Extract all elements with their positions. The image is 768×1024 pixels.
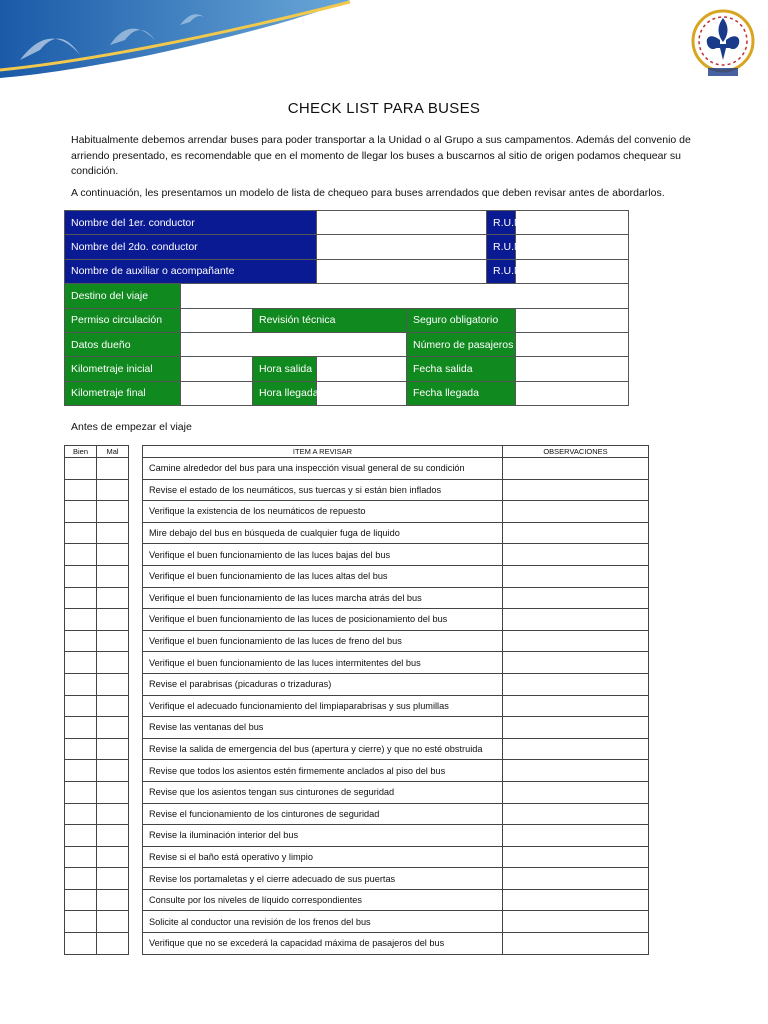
mal-cell[interactable] bbox=[97, 609, 129, 631]
checkbox-row bbox=[65, 781, 129, 803]
mal-cell[interactable] bbox=[97, 673, 129, 695]
item-text: Verifique el buen funcionamiento de las luces intermitentes del bus bbox=[143, 652, 503, 674]
item-text: Camine alrededor del bus para una inspección visual general de su condición bbox=[143, 458, 503, 480]
bien-cell[interactable] bbox=[65, 458, 97, 480]
hora-salida-label: Hora salida bbox=[253, 357, 317, 381]
bien-cell[interactable] bbox=[65, 911, 97, 933]
table-row bbox=[143, 738, 649, 760]
table-row bbox=[143, 673, 649, 695]
table-row bbox=[143, 868, 649, 890]
seguro-label: Seguro obligatorio bbox=[407, 308, 516, 332]
table-row bbox=[143, 695, 649, 717]
item-text: Revise el parabrisas (picaduras o trizaduras) bbox=[143, 673, 503, 695]
mal-cell[interactable] bbox=[97, 501, 129, 523]
pasajeros-field[interactable] bbox=[516, 332, 629, 356]
trip-info-table bbox=[64, 210, 629, 406]
mal-cell[interactable] bbox=[97, 695, 129, 717]
checkbox-row bbox=[65, 889, 129, 911]
mal-cell[interactable] bbox=[97, 458, 129, 480]
table-row bbox=[143, 652, 649, 674]
km-inicial-label: Kilometraje inicial bbox=[65, 357, 181, 381]
observaciones-cell[interactable] bbox=[503, 803, 649, 825]
observaciones-cell[interactable] bbox=[503, 911, 649, 933]
run-label: R.U.N. bbox=[487, 211, 516, 235]
observaciones-cell[interactable] bbox=[503, 889, 649, 911]
conductor2-field[interactable] bbox=[317, 235, 487, 259]
section-title: Antes de empezar el viaje bbox=[71, 421, 192, 433]
observaciones-cell[interactable] bbox=[503, 609, 649, 631]
table-row bbox=[143, 911, 649, 933]
table-row bbox=[143, 760, 649, 782]
bien-cell[interactable] bbox=[65, 803, 97, 825]
table-row bbox=[143, 609, 649, 631]
mal-cell[interactable] bbox=[97, 652, 129, 674]
conductor2-label: Nombre del 2do. conductor bbox=[65, 235, 317, 259]
permiso-label: Permiso circulación bbox=[65, 308, 181, 332]
fecha-salida-field[interactable] bbox=[516, 357, 629, 381]
checkbox-row bbox=[65, 501, 129, 523]
observaciones-cell[interactable] bbox=[503, 760, 649, 782]
mal-cell[interactable] bbox=[97, 911, 129, 933]
revision-label: Revisión técnica bbox=[253, 308, 407, 332]
mal-header: Mal bbox=[97, 446, 129, 458]
checkbox-row bbox=[65, 544, 129, 566]
mal-cell[interactable] bbox=[97, 868, 129, 890]
mal-cell[interactable] bbox=[97, 803, 129, 825]
table-row bbox=[143, 717, 649, 739]
checkbox-row bbox=[65, 846, 129, 868]
item-text: Solicite al conductor una revisión de los frenos del bus bbox=[143, 911, 503, 933]
mal-cell[interactable] bbox=[97, 760, 129, 782]
checkbox-row bbox=[65, 565, 129, 587]
observaciones-cell[interactable] bbox=[503, 522, 649, 544]
bien-cell[interactable] bbox=[65, 717, 97, 739]
intro-paragraph: Habitualmente debemos arrendar buses para poder transportar a la Unidad o al Grupo a sus campamentos. Además del convenio de arriendo presentado, es recomendable que en el momento de llegar los buses a buscarnos al sitio de origen podamos chequear su condición. bbox=[71, 134, 691, 177]
observaciones-cell[interactable] bbox=[503, 544, 649, 566]
auxiliar-label: Nombre de auxiliar o acompañante bbox=[65, 259, 317, 283]
observaciones-cell[interactable] bbox=[503, 501, 649, 523]
item-text: Verifique que no se excederá la capacidad máxima de pasajeros del bus bbox=[143, 933, 503, 955]
observaciones-cell[interactable] bbox=[503, 781, 649, 803]
pasajeros-label: Número de pasajeros bbox=[407, 332, 516, 356]
checkbox-row bbox=[65, 933, 129, 955]
run-field[interactable] bbox=[516, 235, 629, 259]
table-row bbox=[143, 522, 649, 544]
observaciones-cell[interactable] bbox=[503, 695, 649, 717]
bien-cell[interactable] bbox=[65, 544, 97, 566]
conductor1-field[interactable] bbox=[317, 211, 487, 235]
checkbox-row bbox=[65, 630, 129, 652]
checkbox-row bbox=[65, 717, 129, 739]
mal-cell[interactable] bbox=[97, 933, 129, 955]
table-row bbox=[143, 781, 649, 803]
checkbox-row bbox=[65, 825, 129, 847]
item-text: Verifique el buen funcionamiento de las luces de posicionamiento del bus bbox=[143, 609, 503, 631]
item-text: Mire debajo del bus en búsqueda de cualquier fuga de liquido bbox=[143, 522, 503, 544]
checkbox-row bbox=[65, 587, 129, 609]
mal-cell[interactable] bbox=[97, 479, 129, 501]
bien-mal-table bbox=[64, 445, 129, 955]
hora-llegada-field[interactable] bbox=[317, 381, 407, 405]
table-row bbox=[143, 630, 649, 652]
item-text: Verifique el adecuado funcionamiento del limpiaparabrisas y sus plumillas bbox=[143, 695, 503, 717]
run-label: R.U.N. bbox=[487, 259, 516, 283]
run-field[interactable] bbox=[516, 211, 629, 235]
table-row bbox=[143, 544, 649, 566]
item-header: ITEM A REVISAR bbox=[143, 446, 503, 458]
bien-cell[interactable] bbox=[65, 825, 97, 847]
page-title: CHECK LIST PARA BUSES bbox=[287, 100, 481, 117]
bien-cell[interactable] bbox=[65, 609, 97, 631]
item-text: Revise la salida de emergencia del bus (apertura y cierre) y que no esté obstruida bbox=[143, 738, 503, 760]
fleur-de-lis-icon bbox=[690, 6, 756, 82]
bien-cell[interactable] bbox=[65, 501, 97, 523]
checkbox-row bbox=[65, 522, 129, 544]
mal-cell[interactable] bbox=[97, 522, 129, 544]
item-text: Revise que los asientos tengan sus cinturones de seguridad bbox=[143, 781, 503, 803]
item-text: Verifique el buen funcionamiento de las luces marcha atrás del bus bbox=[143, 587, 503, 609]
bien-cell[interactable] bbox=[65, 630, 97, 652]
observaciones-cell[interactable] bbox=[503, 652, 649, 674]
bien-cell[interactable] bbox=[65, 846, 97, 868]
table-row bbox=[143, 565, 649, 587]
permiso-field[interactable] bbox=[181, 308, 253, 332]
mal-cell[interactable] bbox=[97, 544, 129, 566]
mal-cell[interactable] bbox=[97, 630, 129, 652]
checkbox-row bbox=[65, 673, 129, 695]
checkbox-row bbox=[65, 695, 129, 717]
observaciones-cell[interactable] bbox=[503, 717, 649, 739]
bien-cell[interactable] bbox=[65, 695, 97, 717]
table-row bbox=[143, 846, 649, 868]
item-text: Revise el funcionamiento de los cinturones de seguridad bbox=[143, 803, 503, 825]
run-field[interactable] bbox=[516, 259, 629, 283]
mal-cell[interactable] bbox=[97, 846, 129, 868]
observaciones-cell[interactable] bbox=[503, 673, 649, 695]
dueno-field[interactable] bbox=[181, 332, 407, 356]
checkbox-row bbox=[65, 458, 129, 480]
mal-cell[interactable] bbox=[97, 565, 129, 587]
item-text: Verifique el buen funcionamiento de las luces altas del bus bbox=[143, 565, 503, 587]
observaciones-header: OBSERVACIONES bbox=[503, 446, 649, 458]
observaciones-cell[interactable] bbox=[503, 825, 649, 847]
km-final-field[interactable] bbox=[181, 381, 253, 405]
destino-label: Destino del viaje bbox=[65, 284, 181, 308]
observaciones-cell[interactable] bbox=[503, 630, 649, 652]
observaciones-cell[interactable] bbox=[503, 933, 649, 955]
header-banner bbox=[0, 0, 768, 90]
fecha-llegada-field[interactable] bbox=[516, 381, 629, 405]
table-row bbox=[143, 803, 649, 825]
km-final-label: Kilometraje final bbox=[65, 381, 181, 405]
run-label: R.U.N. bbox=[487, 235, 516, 259]
dueno-label: Datos dueño bbox=[65, 332, 181, 356]
conductor1-label: Nombre del 1er. conductor bbox=[65, 211, 317, 235]
item-text: Verifique el buen funcionamiento de las luces bajas del bus bbox=[143, 544, 503, 566]
bien-cell[interactable] bbox=[65, 652, 97, 674]
bien-cell[interactable] bbox=[65, 760, 97, 782]
mal-cell[interactable] bbox=[97, 781, 129, 803]
item-text: Consulte por los niveles de líquido correspondientes bbox=[143, 889, 503, 911]
bien-cell[interactable] bbox=[65, 933, 97, 955]
mal-cell[interactable] bbox=[97, 587, 129, 609]
item-text: Revise que todos los asientos estén firmemente anclados al piso del bus bbox=[143, 760, 503, 782]
auxiliar-field[interactable] bbox=[317, 259, 487, 283]
checkbox-row bbox=[65, 738, 129, 760]
table-row bbox=[143, 933, 649, 955]
checkbox-row bbox=[65, 911, 129, 933]
mal-cell[interactable] bbox=[97, 717, 129, 739]
observaciones-cell[interactable] bbox=[503, 458, 649, 480]
bien-header: Bien bbox=[65, 446, 97, 458]
item-text: Verifique la existencia de los neumáticos de repuesto bbox=[143, 501, 503, 523]
observaciones-cell[interactable] bbox=[503, 479, 649, 501]
checkbox-row bbox=[65, 652, 129, 674]
table-row bbox=[143, 889, 649, 911]
item-text: Revise los portamaletas y el cierre adecuado de sus puertas bbox=[143, 868, 503, 890]
checklist-table bbox=[142, 445, 649, 955]
bien-cell[interactable] bbox=[65, 673, 97, 695]
observaciones-cell[interactable] bbox=[503, 868, 649, 890]
hora-salida-field[interactable] bbox=[317, 357, 407, 381]
observaciones-cell[interactable] bbox=[503, 565, 649, 587]
bien-cell[interactable] bbox=[65, 781, 97, 803]
mal-cell[interactable] bbox=[97, 738, 129, 760]
table-row bbox=[143, 458, 649, 480]
checkbox-row bbox=[65, 609, 129, 631]
mal-cell[interactable] bbox=[97, 825, 129, 847]
bien-cell[interactable] bbox=[65, 587, 97, 609]
bien-cell[interactable] bbox=[65, 479, 97, 501]
checkbox-row bbox=[65, 479, 129, 501]
bien-cell[interactable] bbox=[65, 522, 97, 544]
checkbox-row bbox=[65, 803, 129, 825]
km-inicial-field[interactable] bbox=[181, 357, 253, 381]
bien-cell[interactable] bbox=[65, 889, 97, 911]
fecha-llegada-label: Fecha llegada bbox=[407, 381, 516, 405]
bien-cell[interactable] bbox=[65, 868, 97, 890]
bien-cell[interactable] bbox=[65, 738, 97, 760]
table-row bbox=[143, 501, 649, 523]
table-row bbox=[143, 587, 649, 609]
item-text: Verifique el buen funcionamiento de las luces de freno del bus bbox=[143, 630, 503, 652]
bien-cell[interactable] bbox=[65, 565, 97, 587]
checkbox-row bbox=[65, 760, 129, 782]
hora-llegada-label: Hora llegada bbox=[253, 381, 317, 405]
item-text: Revise el estado de los neumáticos, sus tuercas y si están bien inflados bbox=[143, 479, 503, 501]
intro-paragraph-2: A continuación, les presentamos un modelo de lista de chequeo para buses arrendados que deben revisar antes de abordarlos. bbox=[71, 187, 665, 199]
fecha-salida-label: Fecha salida bbox=[407, 357, 516, 381]
table-row bbox=[143, 825, 649, 847]
item-text: Revise si el baño está operativo y limpio bbox=[143, 846, 503, 868]
observaciones-cell[interactable] bbox=[503, 587, 649, 609]
item-text: Revise la iluminación interior del bus bbox=[143, 825, 503, 847]
table-row bbox=[143, 479, 649, 501]
mal-cell[interactable] bbox=[97, 889, 129, 911]
observaciones-cell[interactable] bbox=[503, 846, 649, 868]
observaciones-cell[interactable] bbox=[503, 738, 649, 760]
item-text: Revise las ventanas del bus bbox=[143, 717, 503, 739]
seguro-field[interactable] bbox=[516, 308, 629, 332]
checkbox-row bbox=[65, 868, 129, 890]
destino-field[interactable] bbox=[181, 284, 629, 308]
